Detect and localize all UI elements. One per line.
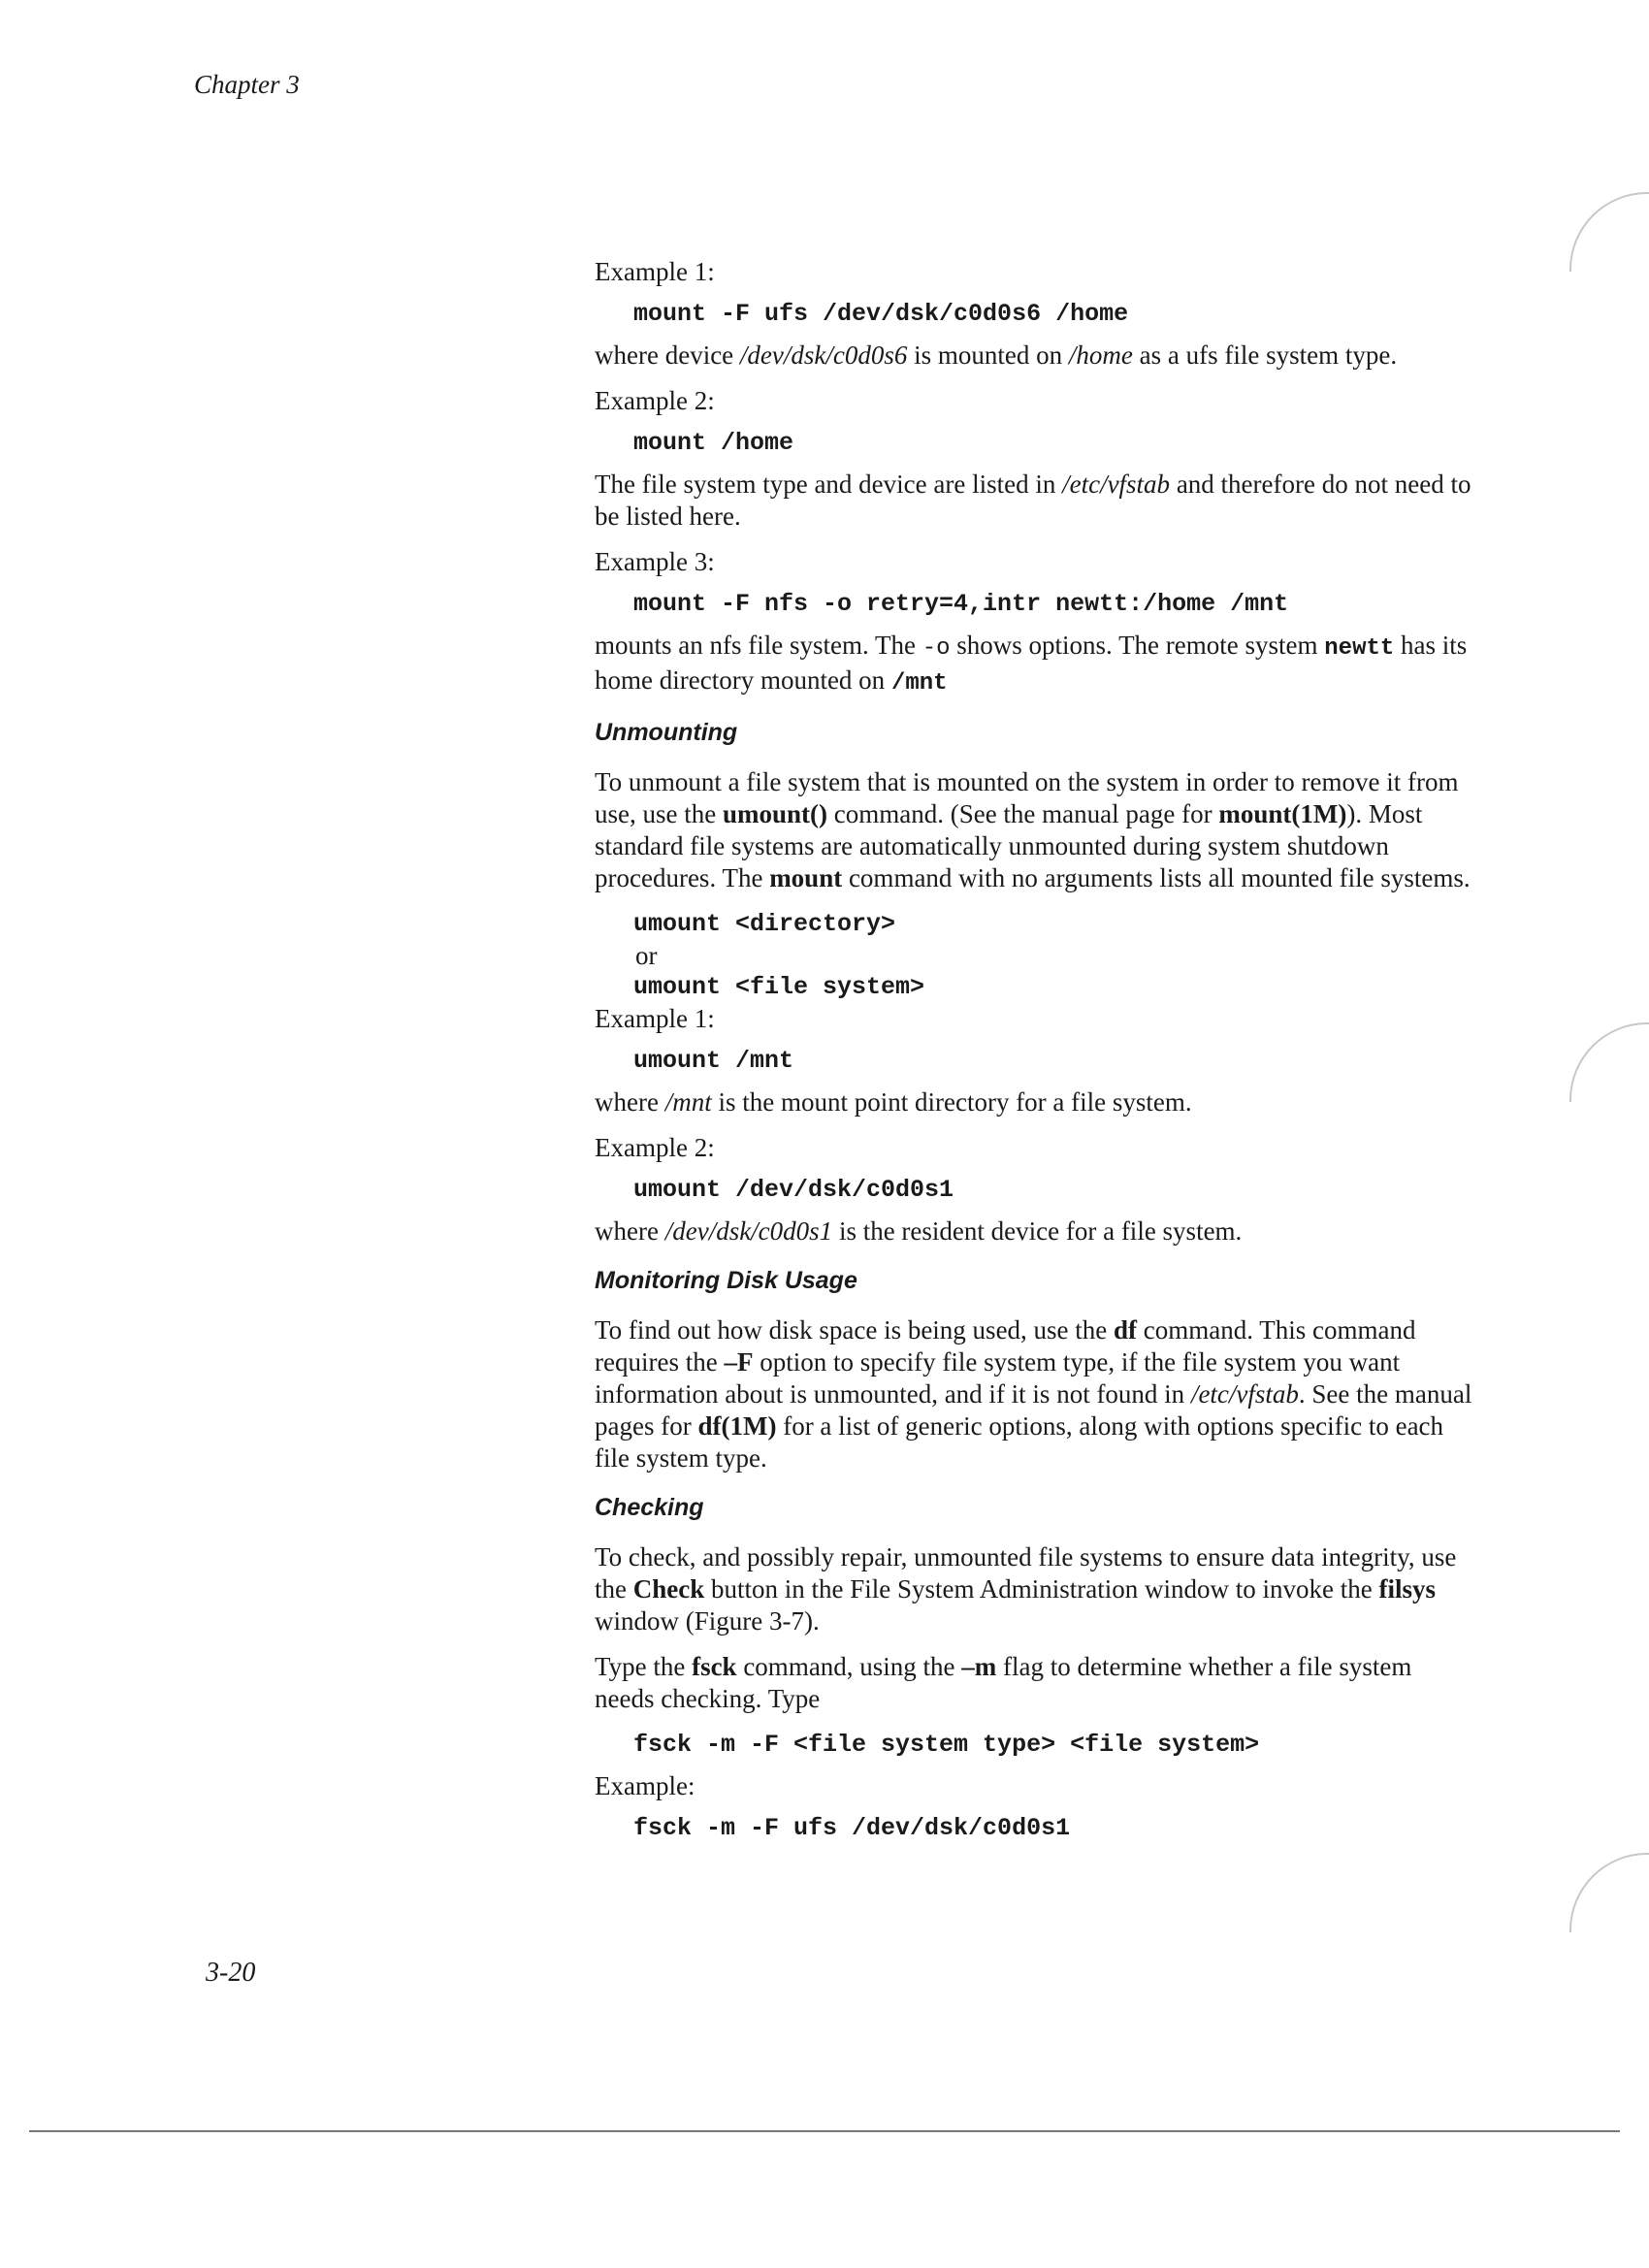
path-text: /dev/dsk/c0d0s6 bbox=[739, 340, 908, 370]
section-heading: Checking bbox=[595, 1494, 704, 1521]
example-label: Example 2: bbox=[595, 386, 715, 415]
paragraph: To unmount a file system that is mounted on the system in order to remove it from use, use the umount() command. (See the manual page for mount(1M)). Most standard file systems are automatically unmounted during system shutdown procedures. The mount command with no arguments lists all mounted file systems. bbox=[595, 767, 1471, 892]
path-text: /etc/vfstab bbox=[1062, 470, 1171, 499]
path-text: /home bbox=[1068, 340, 1133, 370]
inline-code: /mnt bbox=[890, 670, 948, 697]
window-name: filsys bbox=[1378, 1574, 1436, 1604]
example-label: Example 1: bbox=[595, 257, 715, 286]
code-line: umount <file system> bbox=[633, 973, 925, 1001]
code-line: fsck -m -F ufs /dev/dsk/c0d0s1 bbox=[633, 1814, 1071, 1842]
code-line: umount /mnt bbox=[633, 1047, 794, 1075]
example-label: Example 2: bbox=[595, 1133, 715, 1162]
code-line: mount -F nfs -o retry=4,intr newtt:/home /mnt bbox=[633, 590, 1289, 618]
punch-hole-mark bbox=[1569, 1853, 1649, 1932]
example-label: Example 3: bbox=[595, 547, 715, 576]
command-name: umount() bbox=[722, 799, 827, 828]
page-number: 3-20 bbox=[206, 1958, 256, 1988]
inline-code: -o bbox=[922, 635, 951, 662]
code-line: mount -F ufs /dev/dsk/c0d0s6 /home bbox=[633, 300, 1129, 328]
example-label: Example: bbox=[595, 1771, 695, 1800]
command-name: mount bbox=[769, 863, 843, 892]
code-line: umount <directory> bbox=[633, 910, 896, 938]
punch-hole-mark bbox=[1569, 1022, 1649, 1102]
paragraph: To check, and possibly repair, unmounted file systems to ensure data integrity, use the Check button in the File System Administration window to invoke the filsys window (Figure 3-7). bbox=[595, 1542, 1457, 1636]
running-head: Chapter 3 bbox=[194, 70, 300, 99]
inline-code: newtt bbox=[1324, 635, 1395, 662]
paragraph: where /dev/dsk/c0d0s1 is the resident device for a file system. bbox=[595, 1216, 1243, 1246]
path-text: /dev/dsk/c0d0s1 bbox=[664, 1216, 833, 1246]
code-line: fsck -m -F <file system type> <file system> bbox=[633, 1731, 1260, 1759]
manpage-ref: df(1M) bbox=[697, 1411, 777, 1441]
example-label: Example 1: bbox=[595, 1004, 715, 1033]
command-name: fsck bbox=[692, 1652, 737, 1681]
flag-text: –F bbox=[724, 1347, 754, 1377]
section-heading: Unmounting bbox=[595, 719, 738, 746]
button-name: Check bbox=[632, 1574, 705, 1604]
flag-text: –m bbox=[961, 1652, 997, 1681]
path-text: /etc/vfstab bbox=[1190, 1379, 1299, 1409]
section-heading: Monitoring Disk Usage bbox=[595, 1267, 857, 1294]
manpage-ref: mount(1M) bbox=[1218, 799, 1347, 828]
or-text: or bbox=[635, 941, 658, 970]
paragraph: where device /dev/dsk/c0d0s6 is mounted on /home as a ufs file system type. bbox=[595, 340, 1398, 370]
paragraph: where /mnt is the mount point directory for a file system. bbox=[595, 1087, 1192, 1117]
paragraph: mounts an nfs file system. The -o shows options. The remote system newtt has its home directory mounted on /mnt bbox=[595, 631, 1468, 697]
main-content bbox=[595, 256, 1477, 1844]
paragraph: To find out how disk space is being used, use the df command. This command requires the –F option to specify file system type, if the file system you want information about is unmounted, and if it is not found in /etc/vfstab. See the manual pages for df(1M) for a list of generic options, along with options specific to each file system type. bbox=[595, 1315, 1472, 1473]
command-name: df bbox=[1114, 1315, 1138, 1345]
page-edge-rule bbox=[29, 2130, 1620, 2132]
path-text: /mnt bbox=[664, 1087, 712, 1117]
code-line: mount /home bbox=[633, 429, 794, 457]
punch-hole-mark bbox=[1569, 192, 1649, 272]
paragraph: The file system type and device are listed in /etc/vfstab and therefore do not need to be listed here. bbox=[595, 470, 1471, 531]
code-line: umount /dev/dsk/c0d0s1 bbox=[633, 1176, 954, 1204]
paragraph: Type the fsck command, using the –m flag to determine whether a file system needs checking. Type bbox=[595, 1652, 1412, 1713]
